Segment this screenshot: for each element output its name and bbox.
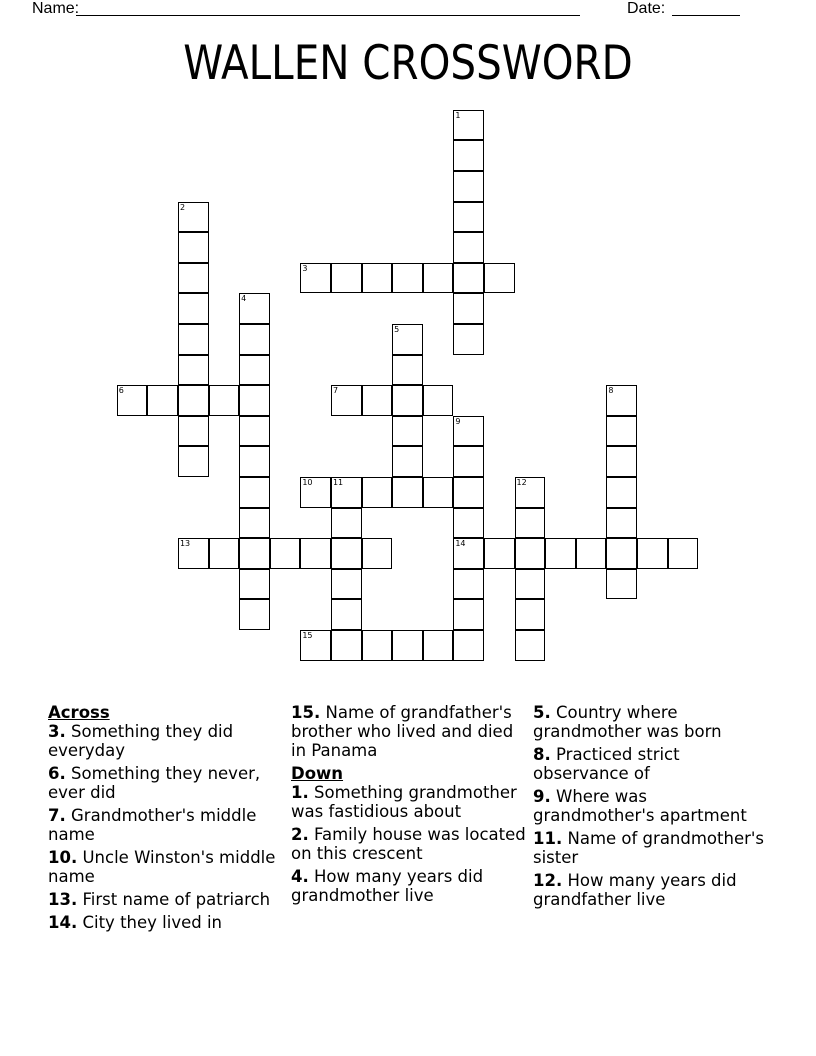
clue-down-8 xyxy=(533,745,769,783)
crossword-cell[interactable] xyxy=(239,416,270,447)
clue-across-10 xyxy=(48,848,284,886)
clue-number: 14. xyxy=(48,913,78,932)
crossword-cell[interactable] xyxy=(515,538,546,569)
crossword-cell[interactable] xyxy=(453,599,484,630)
clue-number: 10. xyxy=(48,848,78,867)
crossword-cell[interactable] xyxy=(453,569,484,600)
clue-down-4 xyxy=(291,867,527,905)
clue-number-label: 10 xyxy=(302,477,313,487)
clue-number-label: 7 xyxy=(332,386,339,396)
clue-number: 5. xyxy=(533,703,551,722)
crossword-cell[interactable] xyxy=(576,538,607,569)
crossword-cell[interactable] xyxy=(453,171,484,202)
crossword-cell[interactable] xyxy=(300,538,331,569)
crossword-cell[interactable] xyxy=(453,110,484,141)
crossword-cell[interactable] xyxy=(515,630,546,661)
crossword-cell[interactable] xyxy=(178,324,209,355)
crossword-cell[interactable] xyxy=(484,263,515,294)
crossword-cell[interactable] xyxy=(239,477,270,508)
clue-text: How many years did grandmother live xyxy=(291,867,484,905)
crossword-cell[interactable] xyxy=(239,569,270,600)
clue-down-12 xyxy=(533,871,769,909)
clue-text: Country where grandmother was born xyxy=(533,703,722,741)
crossword-cell[interactable] xyxy=(606,508,637,539)
crossword-cell[interactable] xyxy=(239,446,270,477)
clue-number: 4. xyxy=(291,867,309,886)
clue-number: 8. xyxy=(533,745,551,764)
crossword-cell[interactable] xyxy=(606,477,637,508)
crossword-cell[interactable] xyxy=(178,416,209,447)
clue-text: Name of grandfather's brother who lived and died in Panama xyxy=(291,703,514,760)
clue-text: Grandmother's middle name xyxy=(48,806,257,844)
crossword-cell[interactable] xyxy=(453,263,484,294)
crossword-cell[interactable] xyxy=(331,477,362,508)
crossword-cell[interactable] xyxy=(331,599,362,630)
clue-number-label: 8 xyxy=(608,386,614,396)
clue-text: City they lived in xyxy=(82,913,223,932)
crossword-cell[interactable] xyxy=(392,324,423,355)
crossword-cell[interactable] xyxy=(178,538,209,569)
clue-number-label: 2 xyxy=(179,202,186,212)
clue-down-11 xyxy=(533,829,769,867)
crossword-cell[interactable] xyxy=(423,477,454,508)
clue-down-9 xyxy=(533,787,769,825)
crossword-cell[interactable] xyxy=(331,263,362,294)
crossword-cell[interactable] xyxy=(453,477,484,508)
clue-across-13 xyxy=(48,890,284,909)
clue-across-6 xyxy=(48,764,284,802)
clue-number: 7. xyxy=(48,806,66,825)
crossword-cell[interactable] xyxy=(362,263,393,294)
crossword-cell[interactable] xyxy=(606,446,637,477)
crossword-cell[interactable] xyxy=(453,446,484,477)
crossword-cell[interactable] xyxy=(362,385,393,416)
clue-across-14 xyxy=(48,913,284,932)
crossword-cell[interactable] xyxy=(453,416,484,447)
crossword-cell[interactable] xyxy=(178,355,209,386)
clue-text: Something they never, ever did xyxy=(48,764,261,802)
clue-text: Uncle Winston's middle name xyxy=(48,848,276,886)
crossword-cell[interactable] xyxy=(484,538,515,569)
crossword-cell[interactable] xyxy=(392,630,423,661)
crossword-cell[interactable] xyxy=(392,355,423,386)
crossword-cell[interactable] xyxy=(331,630,362,661)
crossword-cell[interactable] xyxy=(331,538,362,569)
name-label: Name: xyxy=(32,0,80,17)
crossword-cell[interactable] xyxy=(606,385,637,416)
crossword-cell[interactable] xyxy=(392,263,423,294)
crossword-cell[interactable] xyxy=(362,477,393,508)
clue-number: 2. xyxy=(291,825,309,844)
crossword-cell[interactable] xyxy=(606,569,637,600)
crossword-cell[interactable] xyxy=(453,293,484,324)
crossword-cell[interactable] xyxy=(423,385,454,416)
clue-number-label: 12 xyxy=(516,477,527,487)
clue-across-7 xyxy=(48,806,284,844)
clue-text: How many years did grandfather live xyxy=(533,871,737,909)
crossword-cell[interactable] xyxy=(117,385,148,416)
page-title: WALLEN CROSSWORD xyxy=(183,36,633,91)
crossword-cell[interactable] xyxy=(300,630,331,661)
crossword-cell[interactable] xyxy=(453,538,484,569)
crossword-cell[interactable] xyxy=(270,538,301,569)
clue-text: First name of patriarch xyxy=(82,890,271,909)
crossword-cell[interactable] xyxy=(668,538,699,569)
crossword-cell[interactable] xyxy=(239,538,270,569)
crossword-cell[interactable] xyxy=(300,477,331,508)
clue-number-label: 15 xyxy=(302,630,313,640)
clue-number-label: 4 xyxy=(241,294,247,304)
clue-number-label: 11 xyxy=(332,477,344,487)
crossword-cell[interactable] xyxy=(453,232,484,263)
crossword-cell[interactable] xyxy=(331,385,362,416)
date-field[interactable] xyxy=(672,15,740,16)
crossword-cell[interactable] xyxy=(515,508,546,539)
crossword-cell[interactable] xyxy=(300,263,331,294)
clues-column-1 xyxy=(48,703,284,936)
crossword-cell[interactable] xyxy=(147,385,178,416)
crossword-cell[interactable] xyxy=(178,263,209,294)
clue-number-label: 3 xyxy=(302,263,308,273)
clue-number: 1. xyxy=(291,783,309,802)
clue-text: Family house was located on this crescent xyxy=(291,825,526,863)
date-label: Date: xyxy=(627,0,666,17)
clue-number: 9. xyxy=(533,787,551,806)
crossword-cell[interactable] xyxy=(515,569,546,600)
crossword-cell[interactable] xyxy=(239,385,270,416)
clue-down-1 xyxy=(291,783,527,821)
crossword-cell[interactable] xyxy=(453,630,484,661)
crossword-cell[interactable] xyxy=(178,293,209,324)
clue-number-label: 6 xyxy=(118,386,124,396)
clue-number: 3. xyxy=(48,722,66,741)
crossword-cell[interactable] xyxy=(239,293,270,324)
clue-number: 6. xyxy=(48,764,66,783)
crossword-cell[interactable] xyxy=(178,446,209,477)
crossword-cell[interactable] xyxy=(515,599,546,630)
crossword-cell[interactable] xyxy=(453,202,484,233)
clues-column-2 xyxy=(291,703,527,909)
crossword-cell[interactable] xyxy=(209,538,240,569)
crossword-cell[interactable] xyxy=(453,324,484,355)
crossword-cell[interactable] xyxy=(331,508,362,539)
clue-number: 13. xyxy=(48,890,78,909)
clue-text: Where was grandmother's apartment xyxy=(533,787,747,825)
crossword-cell[interactable] xyxy=(239,324,270,355)
clue-down-2 xyxy=(291,825,527,863)
crossword-cell[interactable] xyxy=(239,599,270,630)
crossword-cell[interactable] xyxy=(178,232,209,263)
clue-number-label: 5 xyxy=(394,324,400,334)
crossword-cell[interactable] xyxy=(453,508,484,539)
clue-number-label: 9 xyxy=(455,416,461,426)
crossword-cell[interactable] xyxy=(606,538,637,569)
crossword-cell[interactable] xyxy=(545,538,576,569)
across-heading: Across xyxy=(48,703,110,722)
clue-number-label: 1 xyxy=(455,110,461,120)
crossword-cell[interactable] xyxy=(178,202,209,233)
crossword-cell[interactable] xyxy=(453,140,484,171)
clue-text: Something grandmother was fastidious about xyxy=(291,783,517,821)
crossword-cell[interactable] xyxy=(239,355,270,386)
crossword-cell[interactable] xyxy=(178,385,209,416)
clue-down-5 xyxy=(533,703,769,741)
clue-text: Something they did everyday xyxy=(48,722,234,760)
crossword-cell[interactable] xyxy=(392,446,423,477)
crossword-cell[interactable] xyxy=(392,477,423,508)
crossword-cell[interactable] xyxy=(362,538,393,569)
clue-number: 15. xyxy=(291,703,321,722)
crossword-cell[interactable] xyxy=(331,569,362,600)
clue-across-3 xyxy=(48,722,284,760)
crossword-cell[interactable] xyxy=(362,630,393,661)
clue-number-label: 14 xyxy=(455,539,466,549)
clue-number: 11. xyxy=(533,829,563,848)
crossword-cell[interactable] xyxy=(515,477,546,508)
crossword-cell[interactable] xyxy=(606,416,637,447)
clue-text: Name of grandmother's sister xyxy=(533,829,765,867)
clue-number-label: 13 xyxy=(179,539,191,549)
crossword-cell[interactable] xyxy=(392,385,423,416)
clue-across-15 xyxy=(291,703,527,760)
crossword-cell[interactable] xyxy=(423,630,454,661)
down-heading: Down xyxy=(291,764,344,783)
name-field[interactable] xyxy=(76,15,580,16)
clues-column-3 xyxy=(533,703,769,913)
clue-number: 12. xyxy=(533,871,563,890)
clue-text: Practiced strict observance of xyxy=(533,745,680,783)
crossword-cell[interactable] xyxy=(239,508,270,539)
crossword-cell[interactable] xyxy=(209,385,240,416)
crossword-cell[interactable] xyxy=(423,263,454,294)
crossword-cell[interactable] xyxy=(392,416,423,447)
crossword-cell[interactable] xyxy=(637,538,668,569)
